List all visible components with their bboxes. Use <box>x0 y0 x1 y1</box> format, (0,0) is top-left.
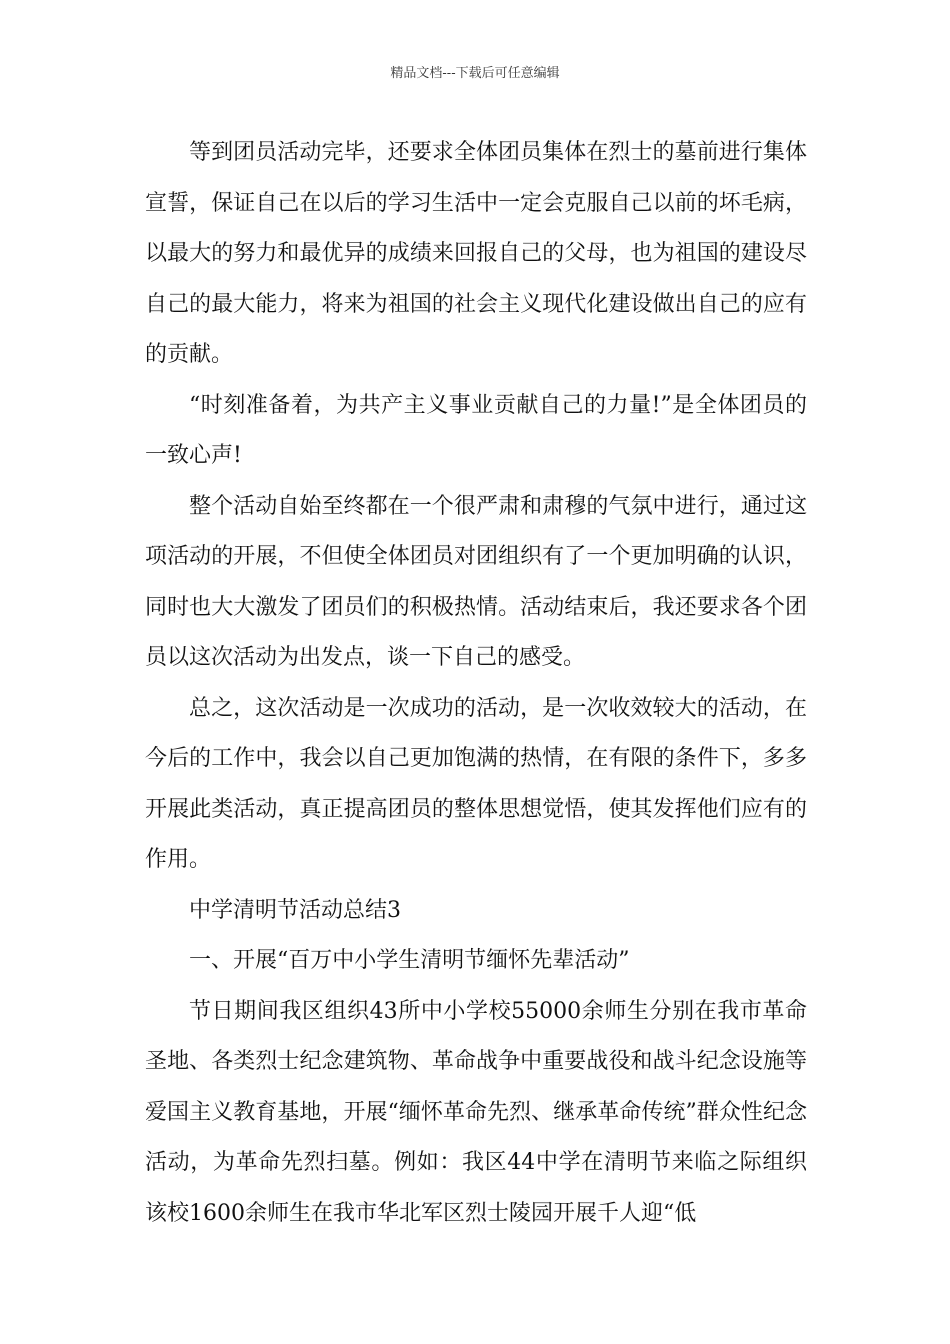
paragraph-7: 节日期间我区组织43所中小学校55000余师生分别在我市革命圣地、各类烈士纪念建筑物、革命战争中重要战役和战斗纪念设施等爱国主义教育基地，开展“缅怀革命先烈、继承革命传统”群众性纪念活动，为革命先烈扫墓。例如：我区44中学在清明节来临之际组织该校1600余师生在我市华北军区烈士陵园开展千人迎“低 <box>145 998 807 1226</box>
subsection-heading: 一、开展“百万中小学生清明节缅怀先辈活动” <box>189 948 630 973</box>
paragraph-1: 等到团员活动完毕，还要求全体团员集体在烈士的墓前进行集体宣誓，保证自己在以后的学习生活中一定会克服自己以前的坏毛病，以最大的努力和最优异的成绩来回报自己的父母，也为祖国的建设尽自己的最大能力，将来为祖国的社会主义现代化建设做出自己的应有的贡献。 <box>145 140 807 367</box>
document-body <box>145 128 807 1239</box>
paragraph-3: 整个活动自始至终都在一个很严肃和肃穆的气氛中进行，通过这项活动的开展，不但使全体团员对团组织有了一个更加明确的认识，同时也大大激发了团员们的积极热情。活动结束后，我还要求各个团员以这次活动为出发点，谈一下自己的感受。 <box>145 493 807 670</box>
paragraph-4: 总之，这次活动是一次成功的活动，是一次收效较大的活动，在今后的工作中，我会以自己更加饱满的热情，在有限的条件下，多多开展此类活动，真正提高团员的整体思想觉悟，使其发挥他们应有的作用。 <box>145 695 807 872</box>
section-title: 中学清明节活动总结3 <box>189 897 401 923</box>
page-header: 精品文档---下载后可任意编辑 <box>390 66 560 81</box>
paragraph-2: “时刻准备着，为共产主义事业贡献自己的力量!”是全体团员的一致心声! <box>145 392 807 468</box>
